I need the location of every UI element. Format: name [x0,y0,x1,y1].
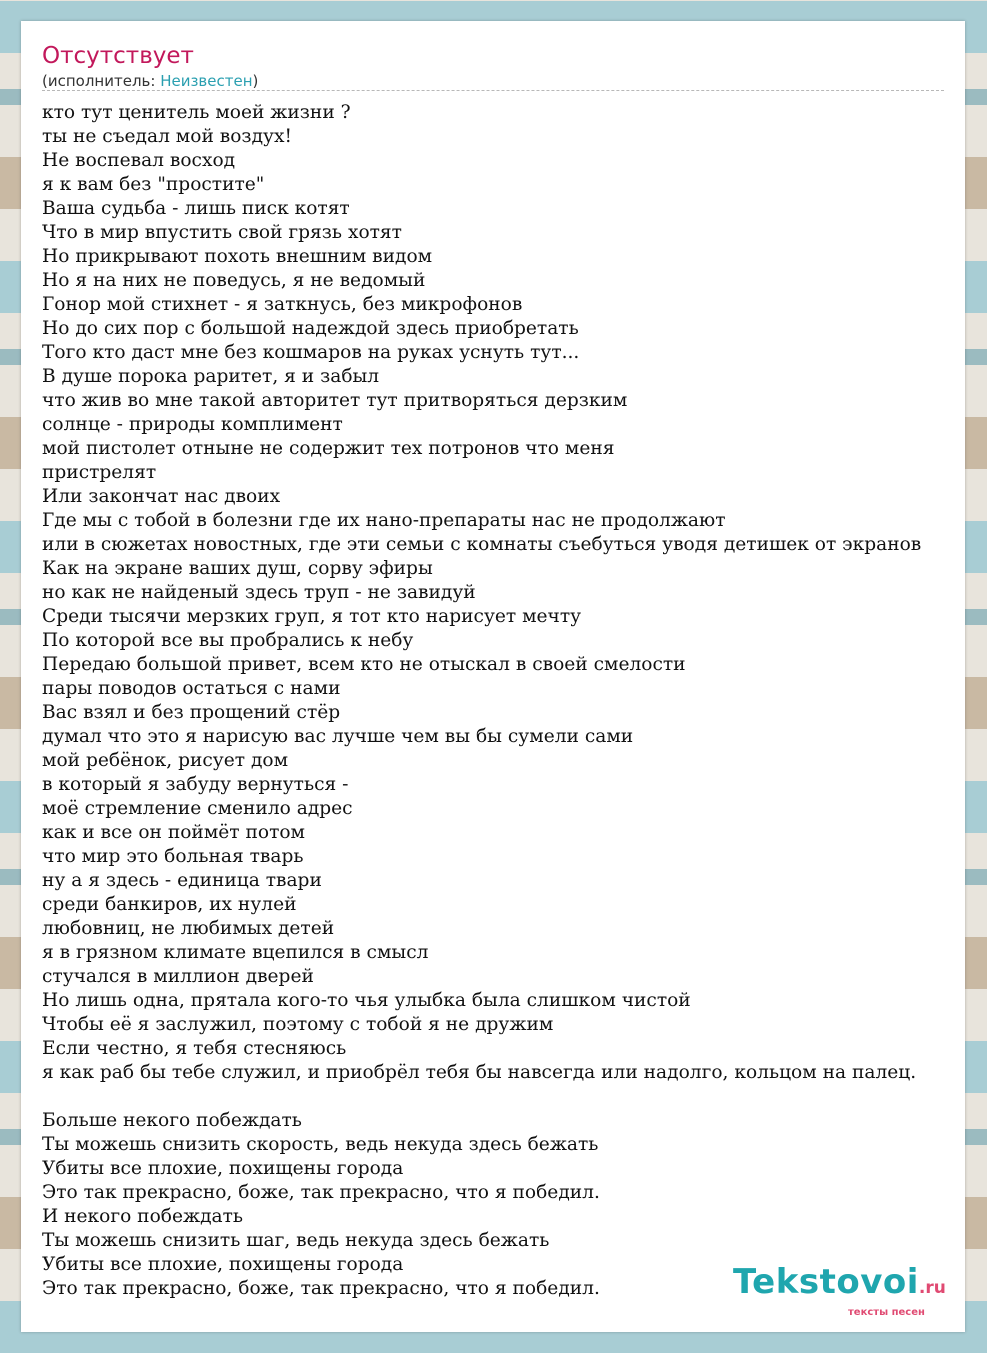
lyric-line: И некого побеждать [42,1206,244,1227]
lyric-line: я к вам без "простите" [42,174,265,195]
lyric-line: Это так прекрасно, боже, так прекрасно, что я победил. [42,1278,600,1299]
lyric-line: пристрелят [42,462,157,483]
lyric-line: любовниц, не любимых детей [42,918,335,939]
lyric-line: Того кто даст мне без кошмаров на руках уснуть тут... [42,342,580,363]
lyric-line: Или закончат нас двоих [42,486,281,507]
lyric-line: Убиты все плохие, похищены города [42,1158,404,1179]
lyric-line: Ты можешь снизить скорость, ведь некуда здесь бежать [42,1134,599,1155]
lyric-line: ну а я здесь - единица твари [42,870,322,891]
lyric-line: среди банкиров, их нулей [42,894,297,915]
artist-line [42,72,258,90]
artist-prefix: (исполнитель: [42,72,161,90]
logo-tld: .ru [918,1278,946,1298]
lyric-line: кто тут ценитель моей жизни ? [42,102,351,123]
lyric-line: Передаю большой привет, всем кто не отыскал в своей смелости [42,654,686,675]
logo-tagline: тексты песен [848,1307,925,1318]
lyric-line: Но лишь одна, прятала кого-то чья улыбка была слишком чистой [42,990,691,1011]
lyric-line: солнце - природы комплимент [42,414,343,435]
lyric-line: В душе порока раритет, я и забыл [42,366,380,387]
lyric-line: Если честно, я тебя стесняюсь [42,1038,347,1059]
lyric-line: Что в мир впустить свой грязь хотят [42,222,402,243]
artist-suffix: ) [252,72,259,90]
lyric-line: мой ребёнок, рисует дом [42,750,289,771]
lyric-line: ты не съедал мой воздух! [42,126,292,147]
lyric-line: Вас взял и без прощений стёр [42,702,341,723]
lyric-line: Ваша судьба - лишь писк котят [42,198,350,219]
lyric-line: Но прикрывают похоть внешним видом [42,246,433,267]
artist-link[interactable]: Неизвестен [160,72,253,90]
lyric-line: Не воспевал восход [42,150,236,171]
lyric-line: По которой все вы пробрались к небу [42,630,414,651]
logo-wordmark [733,1262,946,1302]
lyric-line: как и все он поймёт потом [42,822,306,843]
lyric-line: Это так прекрасно, боже, так прекрасно, что я победил. [42,1182,600,1203]
lyric-line: Ты можешь снизить шаг, ведь некуда здесь бежать [42,1230,550,1251]
lyric-line: Больше некого побеждать [42,1110,302,1131]
song-title: Отсутствует [42,43,194,69]
lyrics-card [21,21,965,1332]
lyric-line: Но я на них не поведусь, я не ведомый [42,270,426,291]
lyric-line: что жив во мне такой авторитет тут притворяться дерзким [42,390,628,411]
lyric-line: я как раб бы тебе служил, и приобрёл тебя бы навсегда или надолго, кольцом на палец. [42,1062,917,1083]
lyric-line: Среди тысячи мерзких груп, я тот кто нарисует мечту [42,606,582,627]
lyric-line: Чтобы её я заслужил, поэтому с тобой я не дружим [42,1014,554,1035]
site-logo[interactable] [733,1262,963,1318]
logo-main-text: Tekstovoi [733,1262,919,1302]
lyric-line: Но до сих пор с большой надеждой здесь приобретать [42,318,579,339]
lyric-line: Гонор мой стихнет - я заткнусь, без микрофонов [42,294,523,315]
lyric-line [42,1085,921,1109]
lyric-line: Как на экране ваших душ, сорву эфиры [42,558,433,579]
lyric-line: думал что это я нарисую вас лучше чем вы бы сумели сами [42,726,634,747]
lyric-line: я в грязном климате вцепился в смысл [42,942,429,963]
title-divider [42,90,944,91]
lyric-line: в который я забуду вернуться - [42,774,349,795]
lyric-line: но как не найденый здесь труп - не завидуй [42,582,476,603]
lyric-line: пары поводов остаться с нами [42,678,341,699]
lyric-line: стучался в миллион дверей [42,966,314,987]
lyric-line: Убиты все плохие, похищены города [42,1254,404,1275]
lyric-line: моё стремление сменило адрес [42,798,353,819]
lyric-line: Где мы с тобой в болезни где их нано-препараты нас не продолжают [42,510,726,531]
lyrics-text [42,101,921,1301]
lyric-line: что мир это больная тварь [42,846,304,867]
lyric-line: или в сюжетах новостных, где эти семьи с комнаты съебуться уводя детишек от экранов [42,534,922,555]
lyric-line: мой пистолет отныне не содержит тех потронов что меня [42,438,615,459]
